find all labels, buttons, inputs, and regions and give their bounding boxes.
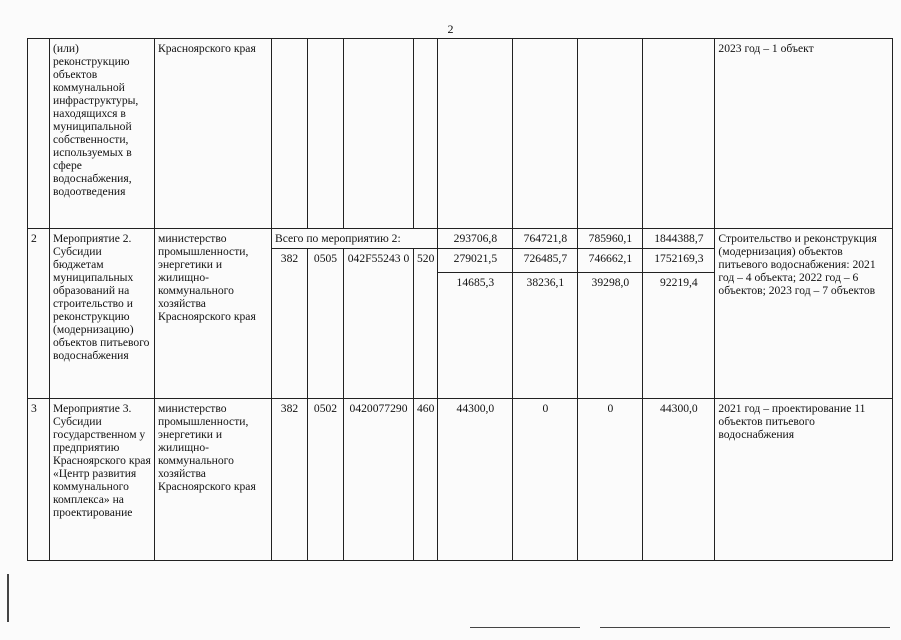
line2-2023-cell: 39298,0 (578, 273, 643, 399)
line1-2023-cell: 746662,1 (578, 249, 643, 273)
executor-cell: министерство промышленности, энергетики и жилищно-коммунального хозяйства Красноярского края (155, 399, 272, 561)
line2-2022-cell: 38236,1 (513, 273, 578, 399)
total-2023-cell: 785960,1 (578, 229, 643, 249)
scan-edge-mark (7, 574, 9, 622)
result-cell: Строительство и реконструкция (модернизация) объектов питьевого водоснабжения: 2021 год – 4 объекта; 2022 год – 6 объектов; 2023 год – 7 объектов (715, 229, 893, 399)
measure-name-cell: Мероприятие 2. Субсидии бюджетам муниципальных образований на строительство и реконструкцию (модернизацию) объектов питьевого водоснабжения (50, 229, 155, 399)
value-2022-cell (513, 39, 578, 229)
value-total-cell (643, 39, 715, 229)
measures-table (27, 38, 893, 561)
row-number-cell: 3 (28, 399, 50, 561)
total-2021-cell: 293706,8 (438, 229, 513, 249)
grbs-cell: 382 (272, 249, 308, 399)
value-2023-cell (578, 39, 643, 229)
csr-cell: 0420077290 (344, 399, 414, 561)
executor-cell: Красноярского края (155, 39, 272, 229)
measure-name-cell: (или) реконструкцию объектов коммунальной инфраструктуры, находящихся в муниципальной собственности, используемых в сфере водоснабжения, водоотведения (50, 39, 155, 229)
value-2022-cell: 0 (513, 399, 578, 561)
total-2022-cell: 764721,8 (513, 229, 578, 249)
footer-line (470, 627, 580, 628)
value-2021-cell: 44300,0 (438, 399, 513, 561)
vr-cell (414, 39, 438, 229)
total-sum-cell: 1844388,7 (643, 229, 715, 249)
rzpr-cell: 0505 (308, 249, 344, 399)
result-cell: 2021 год – проектирование 11 объектов питьевого водоснабжения (715, 399, 893, 561)
vr-cell: 520 (414, 249, 438, 399)
csr-cell: 042F55243 0 (344, 249, 414, 399)
measure-name-cell: Мероприятие 3. Субсидии государственном у предприятию Красноярского края «Центр развития коммунального комплекса» на проектирование (50, 399, 155, 561)
rzpr-cell: 0502 (308, 399, 344, 561)
vr-cell: 460 (414, 399, 438, 561)
row-number-cell (28, 39, 50, 229)
line1-2021-cell: 279021,5 (438, 249, 513, 273)
grbs-cell: 382 (272, 399, 308, 561)
value-total-cell: 44300,0 (643, 399, 715, 561)
line2-sum-cell: 92219,4 (643, 273, 715, 399)
executor-cell: министерство промышленности, энергетики и жилищно-коммунального хозяйства Красноярского края (155, 229, 272, 399)
line1-2022-cell: 726485,7 (513, 249, 578, 273)
value-2023-cell: 0 (578, 399, 643, 561)
row-number-cell: 2 (28, 229, 50, 399)
table-row (28, 229, 893, 249)
line2-2021-cell: 14685,3 (438, 273, 513, 399)
result-cell: 2023 год – 1 объект (715, 39, 893, 229)
rzpr-cell (308, 39, 344, 229)
footer-line (600, 627, 890, 628)
line1-sum-cell: 1752169,3 (643, 249, 715, 273)
csr-cell (344, 39, 414, 229)
value-2021-cell (438, 39, 513, 229)
total-label-cell: Всего по мероприятию 2: (272, 229, 438, 249)
grbs-cell (272, 39, 308, 229)
page-number: 2 (447, 22, 454, 36)
table-row (28, 39, 893, 229)
table-row (28, 399, 893, 561)
